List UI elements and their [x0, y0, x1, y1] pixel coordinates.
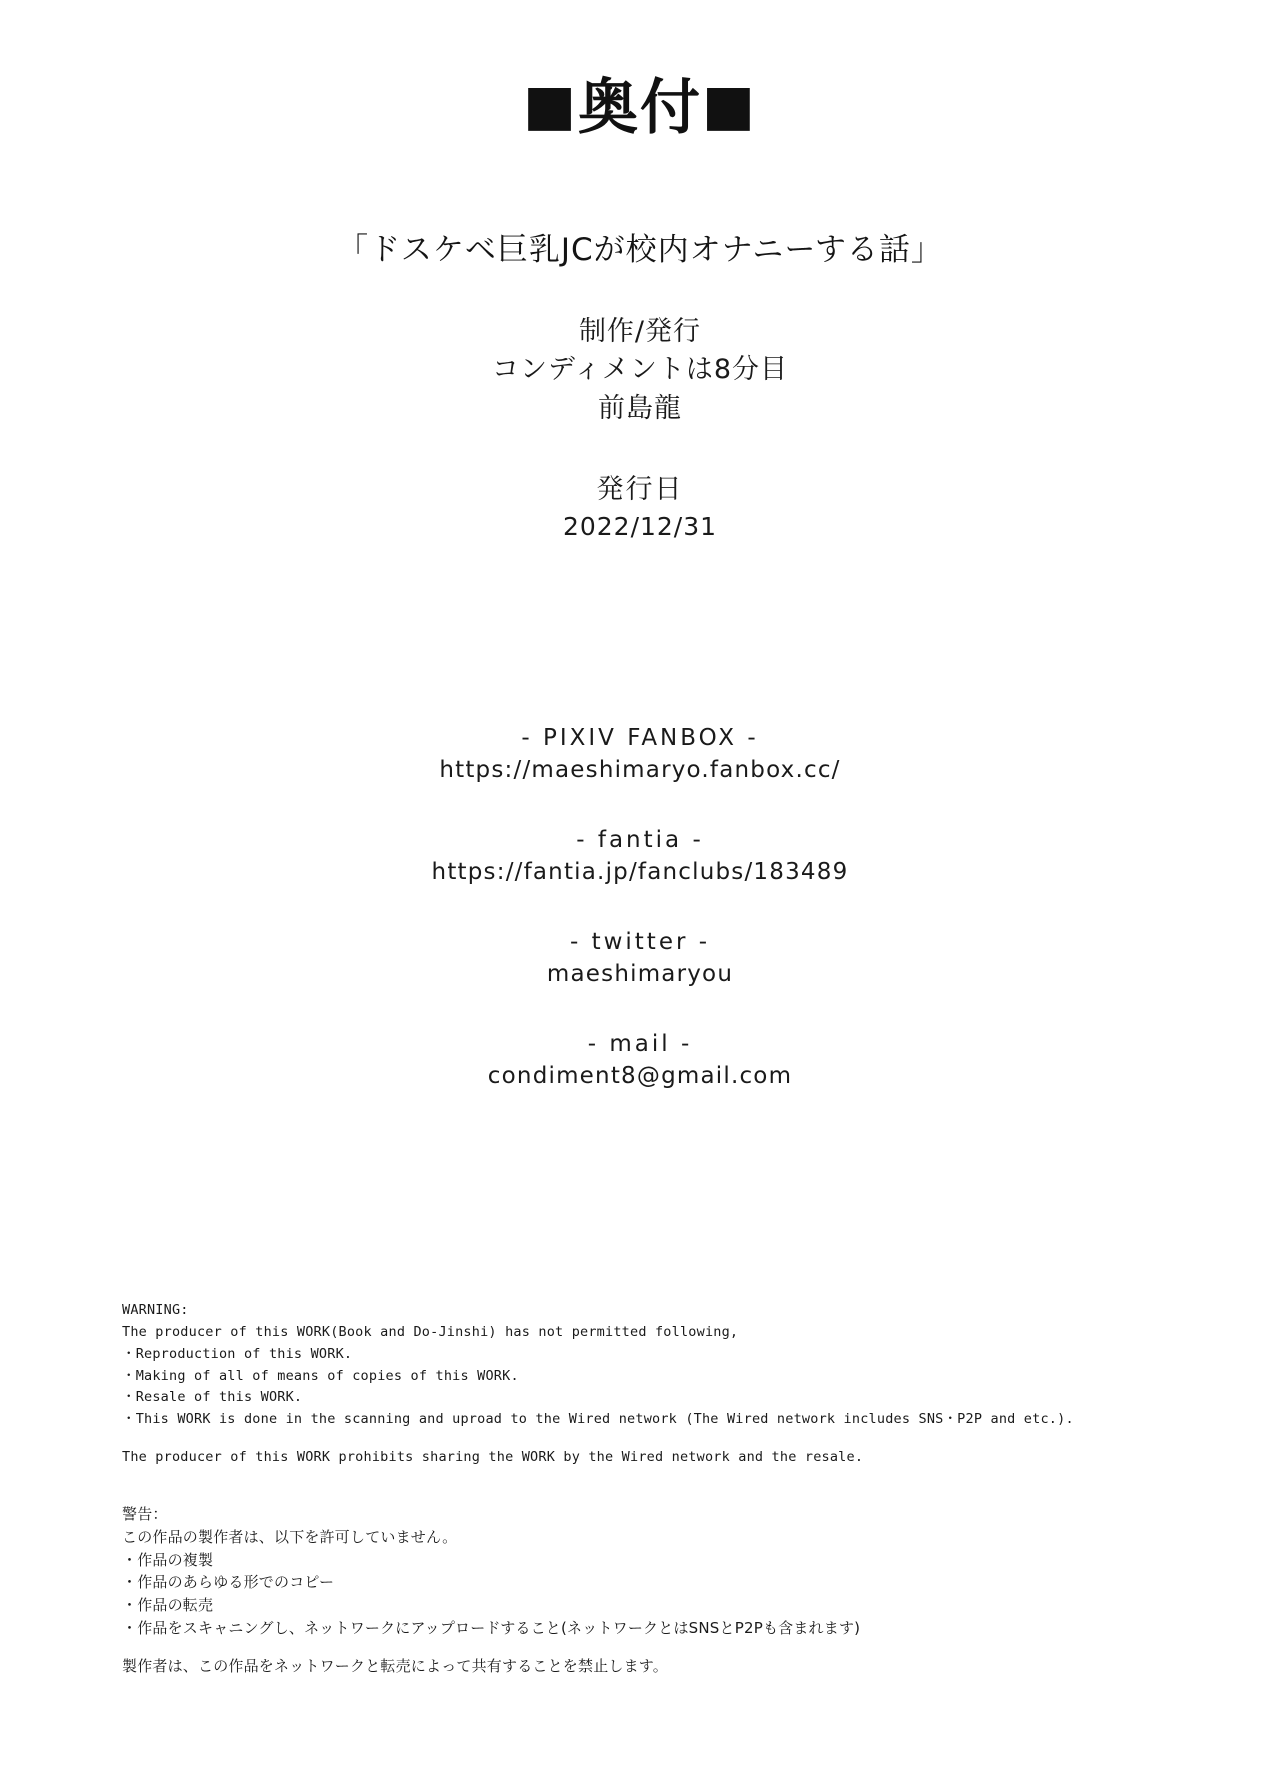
warning-japanese-line: ・作品のあらゆる形でのコピー	[122, 1573, 335, 1592]
publication-date-value: 2022/12/31	[562, 512, 718, 542]
link-label-mail: - mail -	[587, 1031, 693, 1058]
link-group-fantia	[0, 827, 1280, 885]
link-email-address[interactable]: condiment8@gmail.com	[487, 1063, 793, 1090]
spacer	[122, 1640, 1180, 1655]
link-group-mail	[0, 1031, 1280, 1089]
warning-section	[122, 1300, 1180, 1678]
warning-english-line: ・This WORK is done in the scanning and uproad to the Wired network (The Wired network includes SNS・P2P and etc.).	[122, 1411, 1074, 1428]
link-url-fanbox[interactable]: https://maeshimaryo.fanbox.cc/	[439, 757, 841, 784]
warning-japanese-line: この作品の製作者は、以下を許可していません。	[122, 1527, 458, 1546]
publication-date-block	[0, 470, 1280, 545]
block-square-right: ■	[702, 73, 757, 138]
warning-japanese-line: ・作品の複製	[122, 1550, 214, 1569]
block-square-left: ■	[523, 73, 578, 138]
link-label-twitter: - twitter -	[569, 929, 711, 956]
links-section	[0, 725, 1280, 1089]
warning-english-heading: WARNING:	[122, 1302, 189, 1318]
credits-circle-name: コンディメントは8分目	[491, 354, 789, 386]
link-label-fantia: - fantia -	[576, 827, 704, 854]
work-title: 「ドスケベ巨乳JCが校内オナニーする話」	[337, 232, 943, 268]
warning-japanese-heading: 警告：	[122, 1505, 168, 1524]
warning-english-closing: The producer of this WORK prohibits sharing the WORK by the Wired network and the resale.	[122, 1449, 864, 1466]
link-group-fanbox	[0, 725, 1280, 783]
credits-author-name: 前島龍	[598, 392, 682, 424]
publication-date-label: 発行日	[596, 473, 684, 505]
warning-english-line: The producer of this WORK(Book and Do-Jinshi) has not permitted following,	[122, 1323, 739, 1340]
spacer	[122, 1431, 1180, 1447]
warning-english	[122, 1300, 1180, 1469]
page-title-text: 奥付	[578, 73, 702, 143]
credits-block	[0, 313, 1280, 428]
link-group-twitter	[0, 929, 1280, 987]
warning-japanese-line: ・作品をスキャニングし、ネットワークにアップロードすること(ネットワークとはSNSとP2Pも含まれます)	[122, 1619, 861, 1637]
warning-english-line: ・Resale of this WORK.	[122, 1389, 303, 1406]
warning-english-line: ・Making of all of means of copies of this WORK.	[122, 1367, 519, 1384]
page-title	[0, 73, 1280, 143]
link-label-fanbox: - PIXIV FANBOX -	[521, 725, 759, 752]
link-handle-twitter[interactable]: maeshimaryou	[546, 961, 734, 988]
link-url-fantia[interactable]: https://fantia.jp/fanclubs/183489	[431, 859, 849, 886]
warning-japanese-line: ・作品の転売	[122, 1596, 214, 1615]
credits-role-label: 制作/発行	[578, 316, 702, 347]
warning-english-line: ・Reproduction of this WORK.	[122, 1345, 353, 1362]
warning-japanese-closing: 製作者は、この作品をネットワークと転売によって共有することを禁止します。	[122, 1656, 669, 1675]
warning-japanese	[122, 1503, 1180, 1678]
